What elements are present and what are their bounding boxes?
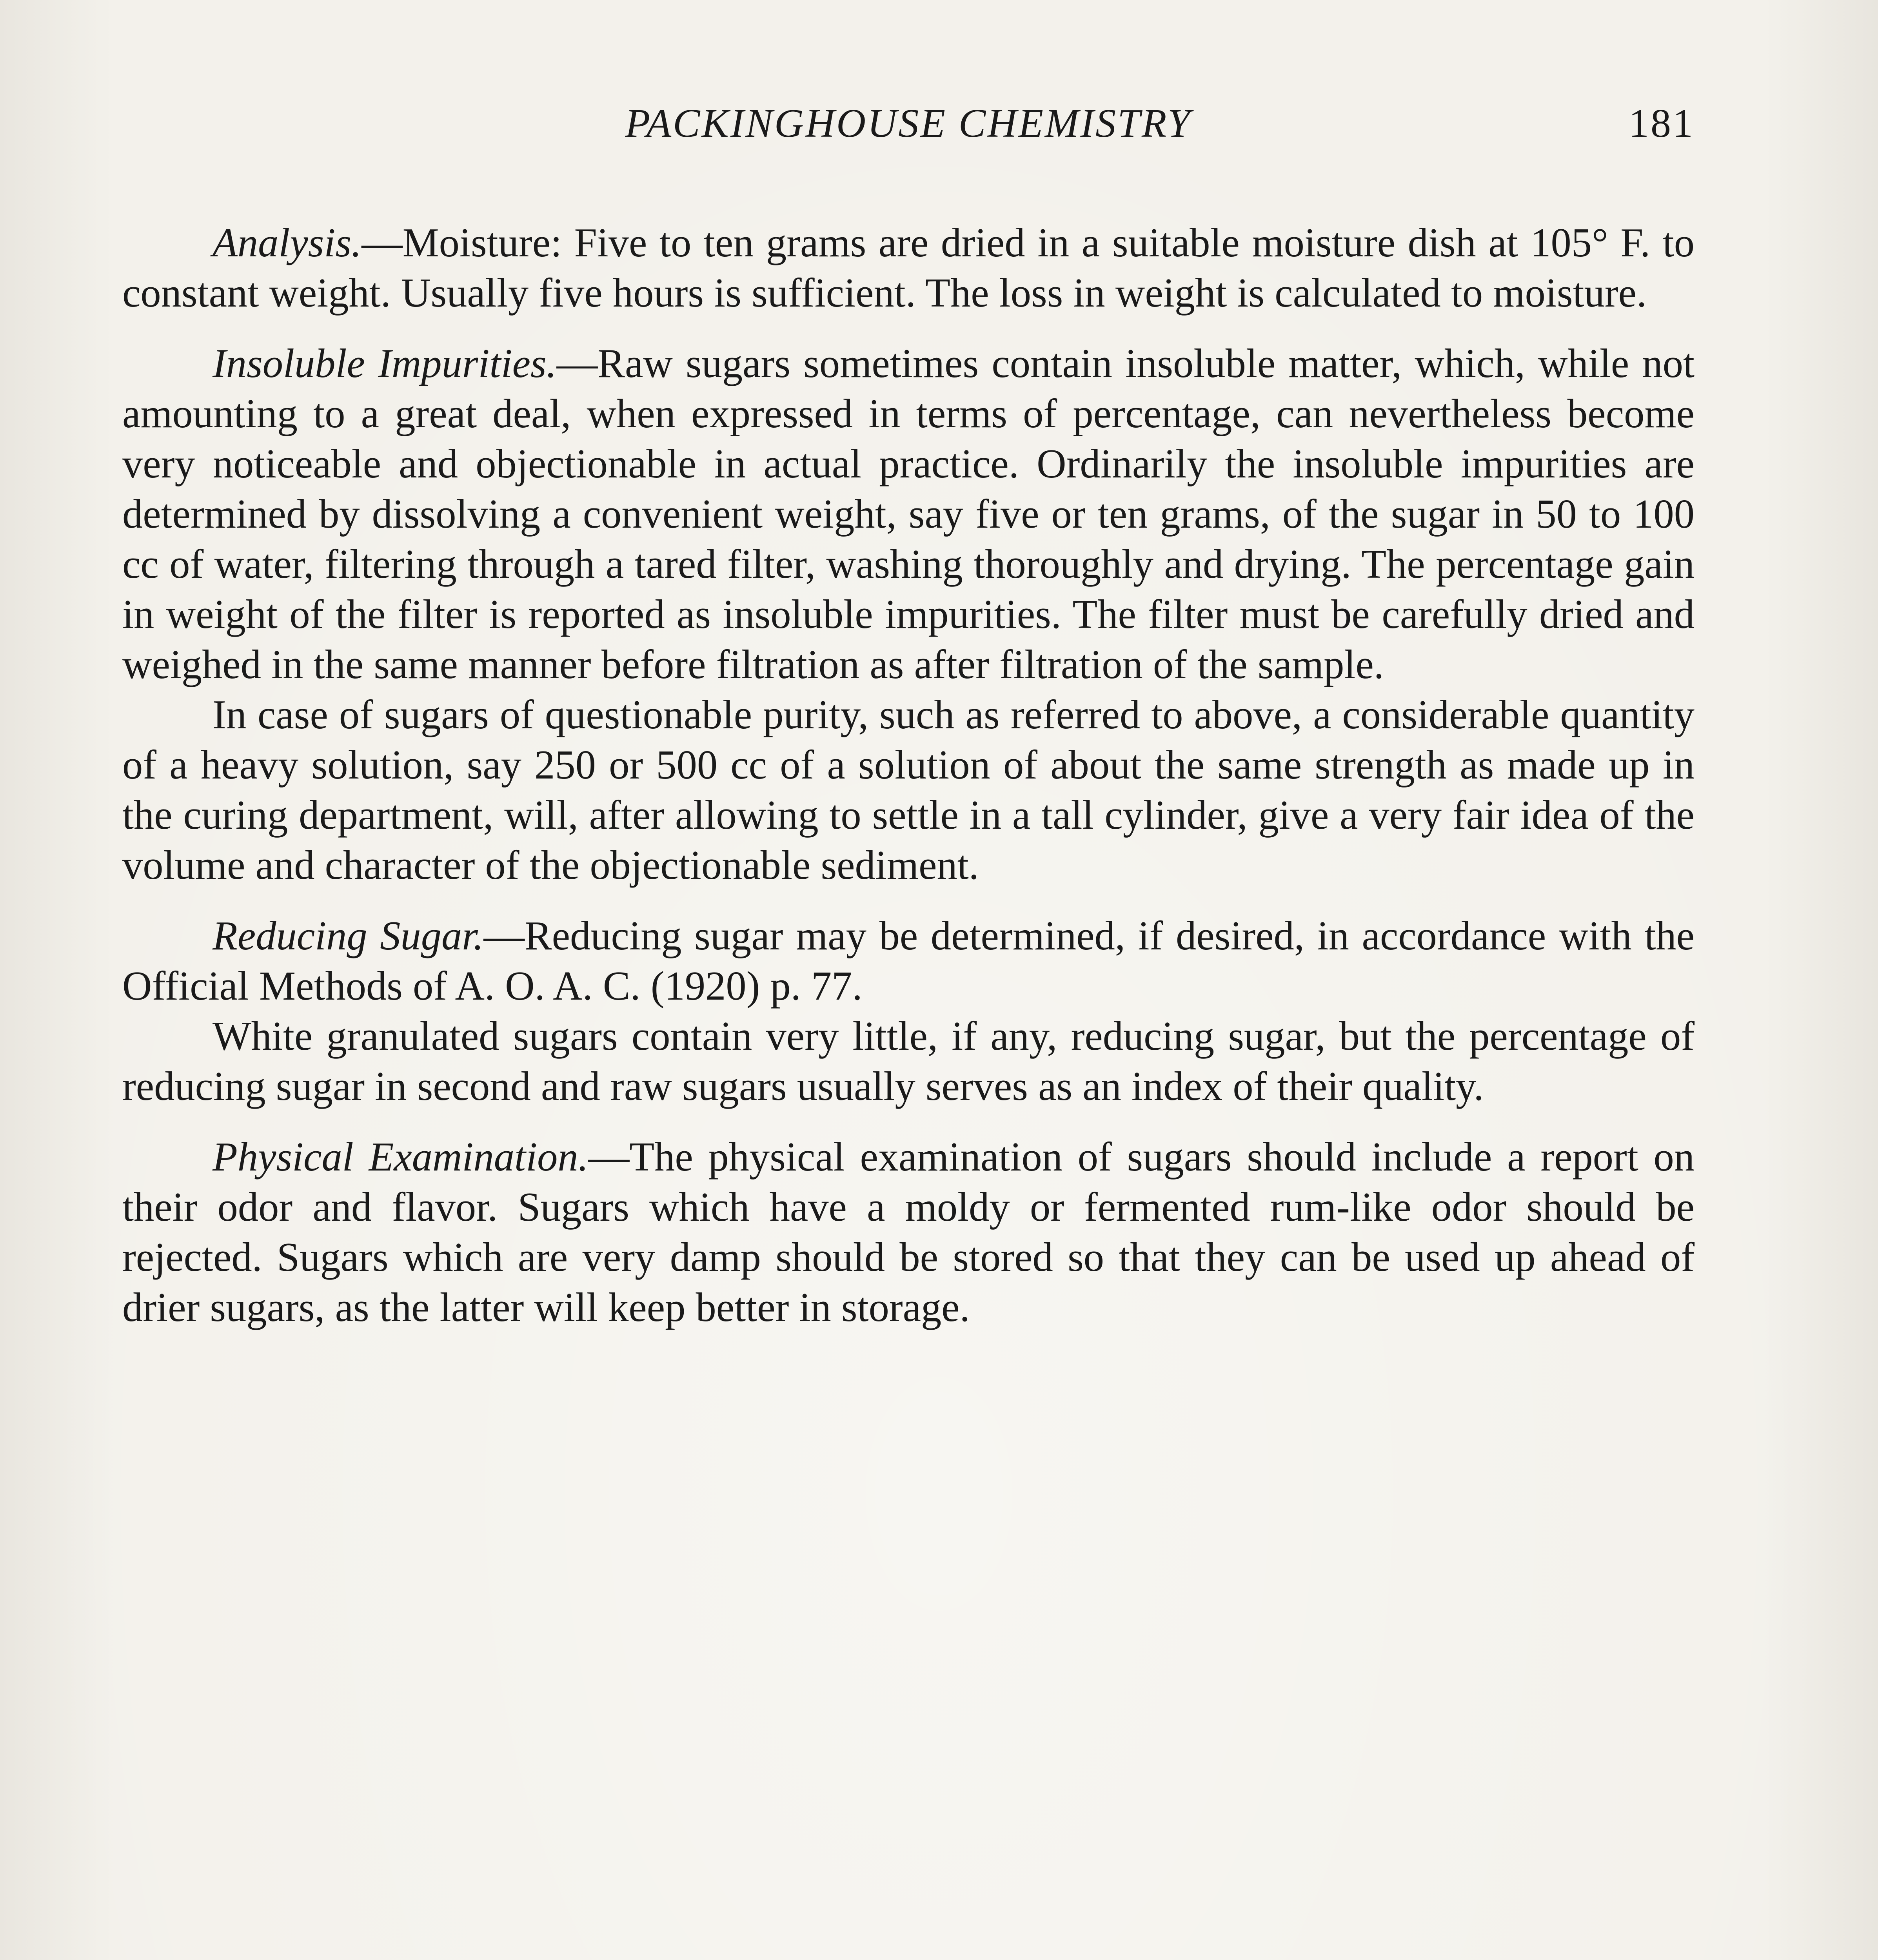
paragraph-lead-reducing-sugar: Reducing Sugar.	[213, 913, 484, 958]
running-title: PACKINGHOUSE CHEMISTRY	[625, 101, 1192, 146]
paragraph-white-granulated	[122, 1011, 1695, 1111]
paragraph-reducing-sugar	[122, 911, 1695, 1011]
paragraph-text-reducing-sugar: —Reducing sugar may be determined, if desired, in accordance with the Official Methods of A. O. A. C. (1920) p. 77.	[122, 913, 1695, 1009]
paragraph-insoluble-impurities	[122, 338, 1695, 690]
paragraph-text-insoluble-impurities: —Raw sugars sometimes contain insoluble matter, which, while not amounting to a great deal, when expressed in terms of percentage, can nevertheless become very noticeable and objectionable in actual practice. Ordinarily the insoluble impurities are determined by dissolving a convenient weight, say five or ten grams, of the sugar in 50 to 100 cc of water, filtering through a tared filter, washing thoroughly and drying. The percentage gain in weight of the filter is reported as insoluble impurities. The filter must be carefully dried and weighed in the same manner before filtration as after filtration of the sample.	[122, 341, 1695, 687]
page-header	[122, 100, 1695, 155]
paragraph-lead-analysis: Analysis.	[213, 220, 362, 265]
paragraph-lead-insoluble-impurities: Insoluble Impurities.	[213, 341, 557, 386]
body-text	[122, 218, 1695, 1332]
paragraph-text-analysis: —Moisture: Five to ten grams are dried in a suitable moisture dish at 105° F. to constant weight. Usually five hours is sufficient. The loss in weight is calculated to moisture.	[122, 220, 1695, 316]
paragraph-physical-examination	[122, 1132, 1695, 1332]
paragraph-text-physical-examination: —The physical examination of sugars should include a report on their odor and flavor. Sugars which have a moldy or fermented rum-like odor should be rejected. Sugars which are very damp should be stored so that they can be used up ahead of drier sugars, as the latter will keep better in storage.	[122, 1134, 1695, 1330]
page-number: 181	[1629, 101, 1695, 146]
paragraph-analysis	[122, 218, 1695, 318]
paragraph-lead-physical-examination: Physical Examination.	[213, 1134, 588, 1180]
paragraph-text-white-granulated: White granulated sugars contain very little, if any, reducing sugar, but the percentage of reducing sugar in second and raw sugars usually serves as an index of their quality.	[122, 1013, 1695, 1109]
paragraph-text-questionable-purity: In case of sugars of questionable purity, such as referred to above, a considerable quantity of a heavy solution, say 250 or 500 cc of a solution of about the same strength as made up in the curing department, will, after allowing to settle in a tall cylinder, give a very fair idea of the volume and character of the objectionable sediment.	[122, 692, 1695, 888]
paragraph-questionable-purity	[122, 690, 1695, 890]
